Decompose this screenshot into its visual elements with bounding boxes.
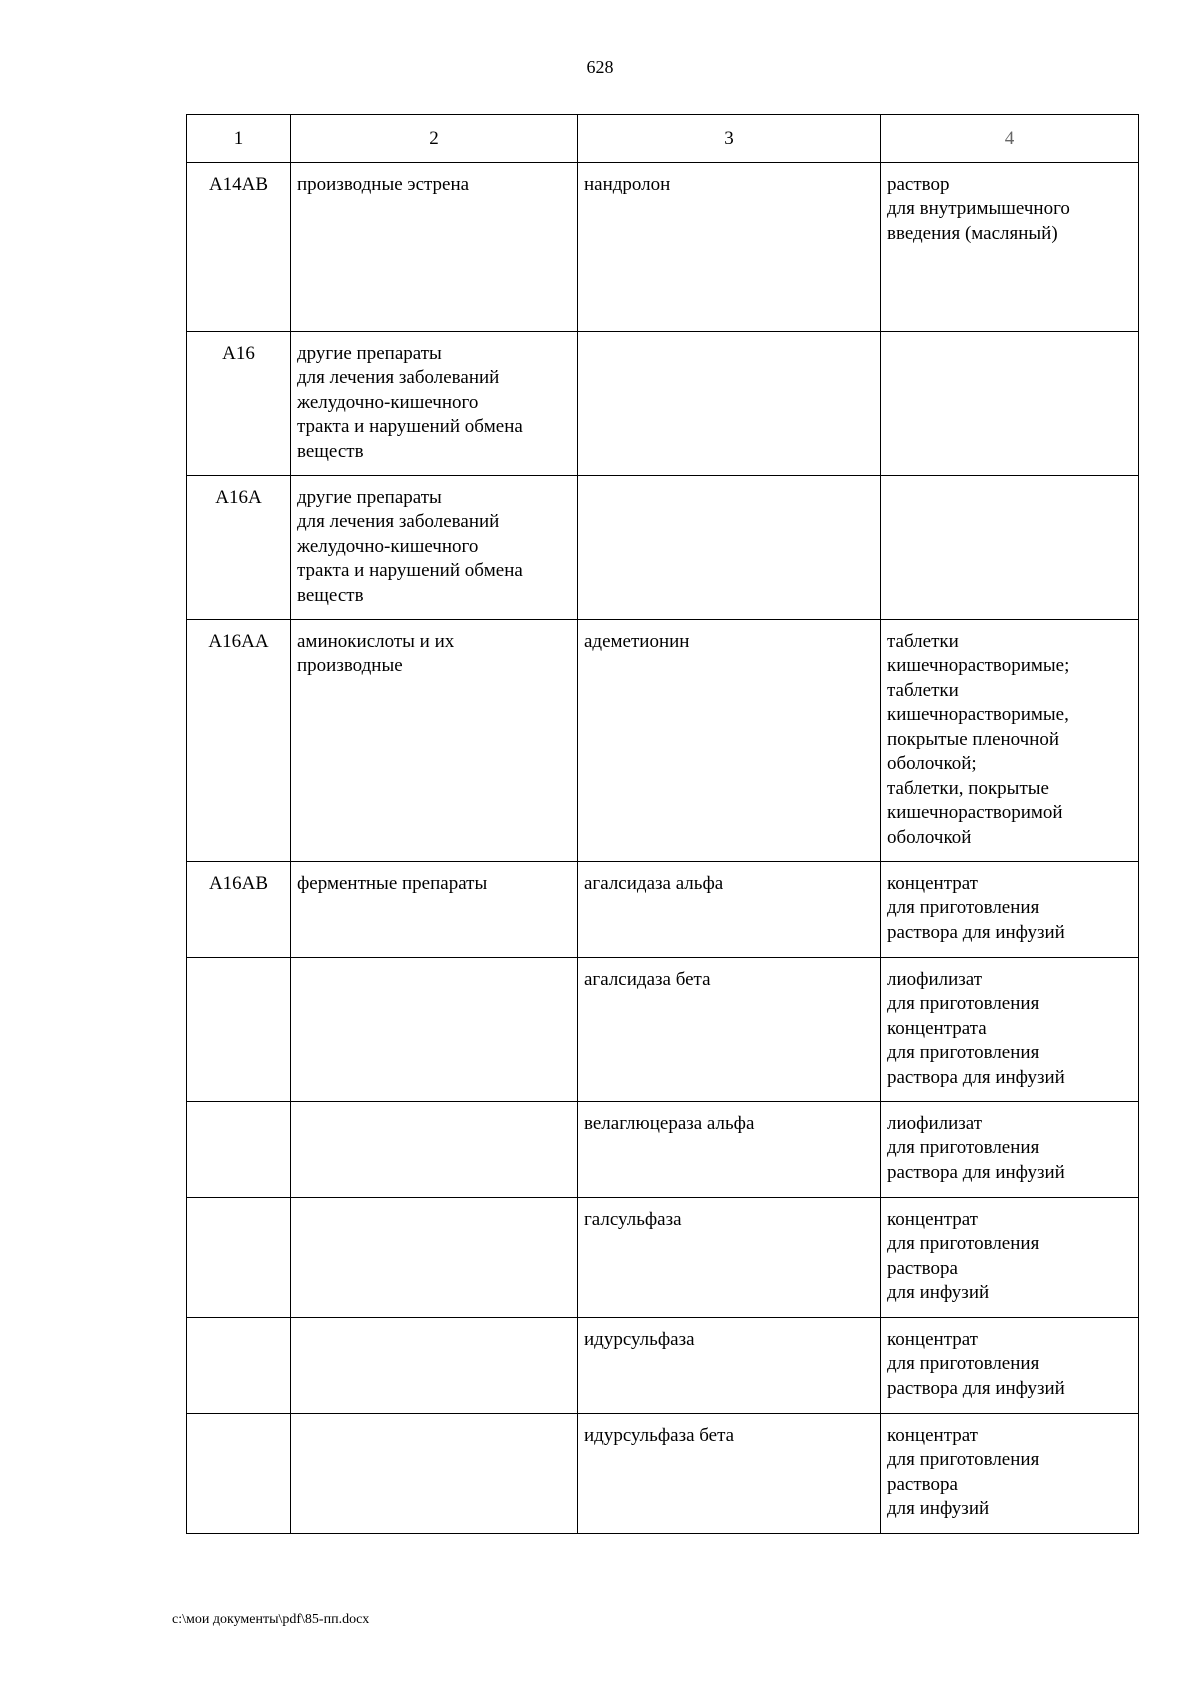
- dosage-form-cell: [881, 475, 1139, 619]
- atc-code-cell: A16A: [187, 475, 291, 619]
- table-row: [187, 861, 1139, 957]
- dosage-form-cell: концентрат для приготовления раствора для инфузий: [881, 1197, 1139, 1317]
- dosage-form-cell: концентрат для приготовления раствора для инфузий: [881, 861, 1139, 957]
- group-cell: [291, 1317, 578, 1413]
- table-row: [187, 1101, 1139, 1197]
- atc-code-cell: [187, 1413, 291, 1533]
- group-cell: [291, 1197, 578, 1317]
- substance-cell: [578, 475, 881, 619]
- atc-code-cell: [187, 957, 291, 1101]
- substance-cell: агалсидаза альфа: [578, 861, 881, 957]
- atc-code-cell: [187, 1101, 291, 1197]
- footer-file-path: c:\мои документы\pdf\85-пп.docx: [172, 1612, 370, 1627]
- table-row: [187, 1413, 1139, 1533]
- substance-cell: идурсульфаза бета: [578, 1413, 881, 1533]
- atc-code-cell: A14AB: [187, 162, 291, 331]
- column-header-3: 3: [578, 115, 881, 163]
- substance-cell: нандролон: [578, 162, 881, 331]
- group-cell: ферментные препараты: [291, 861, 578, 957]
- group-cell: другие препараты для лечения заболеваний желудочно-кишечного тракта и нарушений обмена веществ: [291, 475, 578, 619]
- dosage-form-cell: лиофилизат для приготовления концентрата для приготовления раствора для инфузий: [881, 957, 1139, 1101]
- group-cell: [291, 1101, 578, 1197]
- table-row: [187, 957, 1139, 1101]
- substance-cell: галсульфаза: [578, 1197, 881, 1317]
- atc-code-cell: A16: [187, 331, 291, 475]
- column-header-2: 2: [291, 115, 578, 163]
- group-cell: производные эстрена: [291, 162, 578, 331]
- atc-code-cell: A16AA: [187, 619, 291, 861]
- atc-code-cell: [187, 1197, 291, 1317]
- table-row: [187, 331, 1139, 475]
- column-header-4: 4: [881, 115, 1139, 163]
- dosage-form-cell: концентрат для приготовления раствора для инфузий: [881, 1413, 1139, 1533]
- group-cell: [291, 957, 578, 1101]
- drug-table: [186, 114, 1139, 1534]
- substance-cell: [578, 331, 881, 475]
- table-row: [187, 162, 1139, 331]
- group-cell: аминокислоты и их производные: [291, 619, 578, 861]
- substance-cell: агалсидаза бета: [578, 957, 881, 1101]
- table-row: [187, 1317, 1139, 1413]
- table-row: [187, 475, 1139, 619]
- dosage-form-cell: лиофилизат для приготовления раствора для инфузий: [881, 1101, 1139, 1197]
- column-header-1: 1: [187, 115, 291, 163]
- dosage-form-cell: [881, 331, 1139, 475]
- atc-code-cell: [187, 1317, 291, 1413]
- page-number: 628: [586, 57, 614, 77]
- dosage-form-cell: раствор для внутримышечного введения (масляный): [881, 162, 1139, 331]
- dosage-form-cell: концентрат для приготовления раствора для инфузий: [881, 1317, 1139, 1413]
- table-row: [187, 619, 1139, 861]
- atc-code-cell: A16AB: [187, 861, 291, 957]
- substance-cell: адеметионин: [578, 619, 881, 861]
- group-cell: [291, 1413, 578, 1533]
- dosage-form-cell: таблетки кишечнорастворимые; таблетки кишечнорастворимые, покрытые пленочной оболочкой; таблетки, покрытые кишечнорастворимой оболочкой: [881, 619, 1139, 861]
- substance-cell: идурсульфаза: [578, 1317, 881, 1413]
- substance-cell: велаглюцераза альфа: [578, 1101, 881, 1197]
- table-row: [187, 1197, 1139, 1317]
- table-header-row: [187, 115, 1139, 163]
- group-cell: другие препараты для лечения заболеваний желудочно-кишечного тракта и нарушений обмена веществ: [291, 331, 578, 475]
